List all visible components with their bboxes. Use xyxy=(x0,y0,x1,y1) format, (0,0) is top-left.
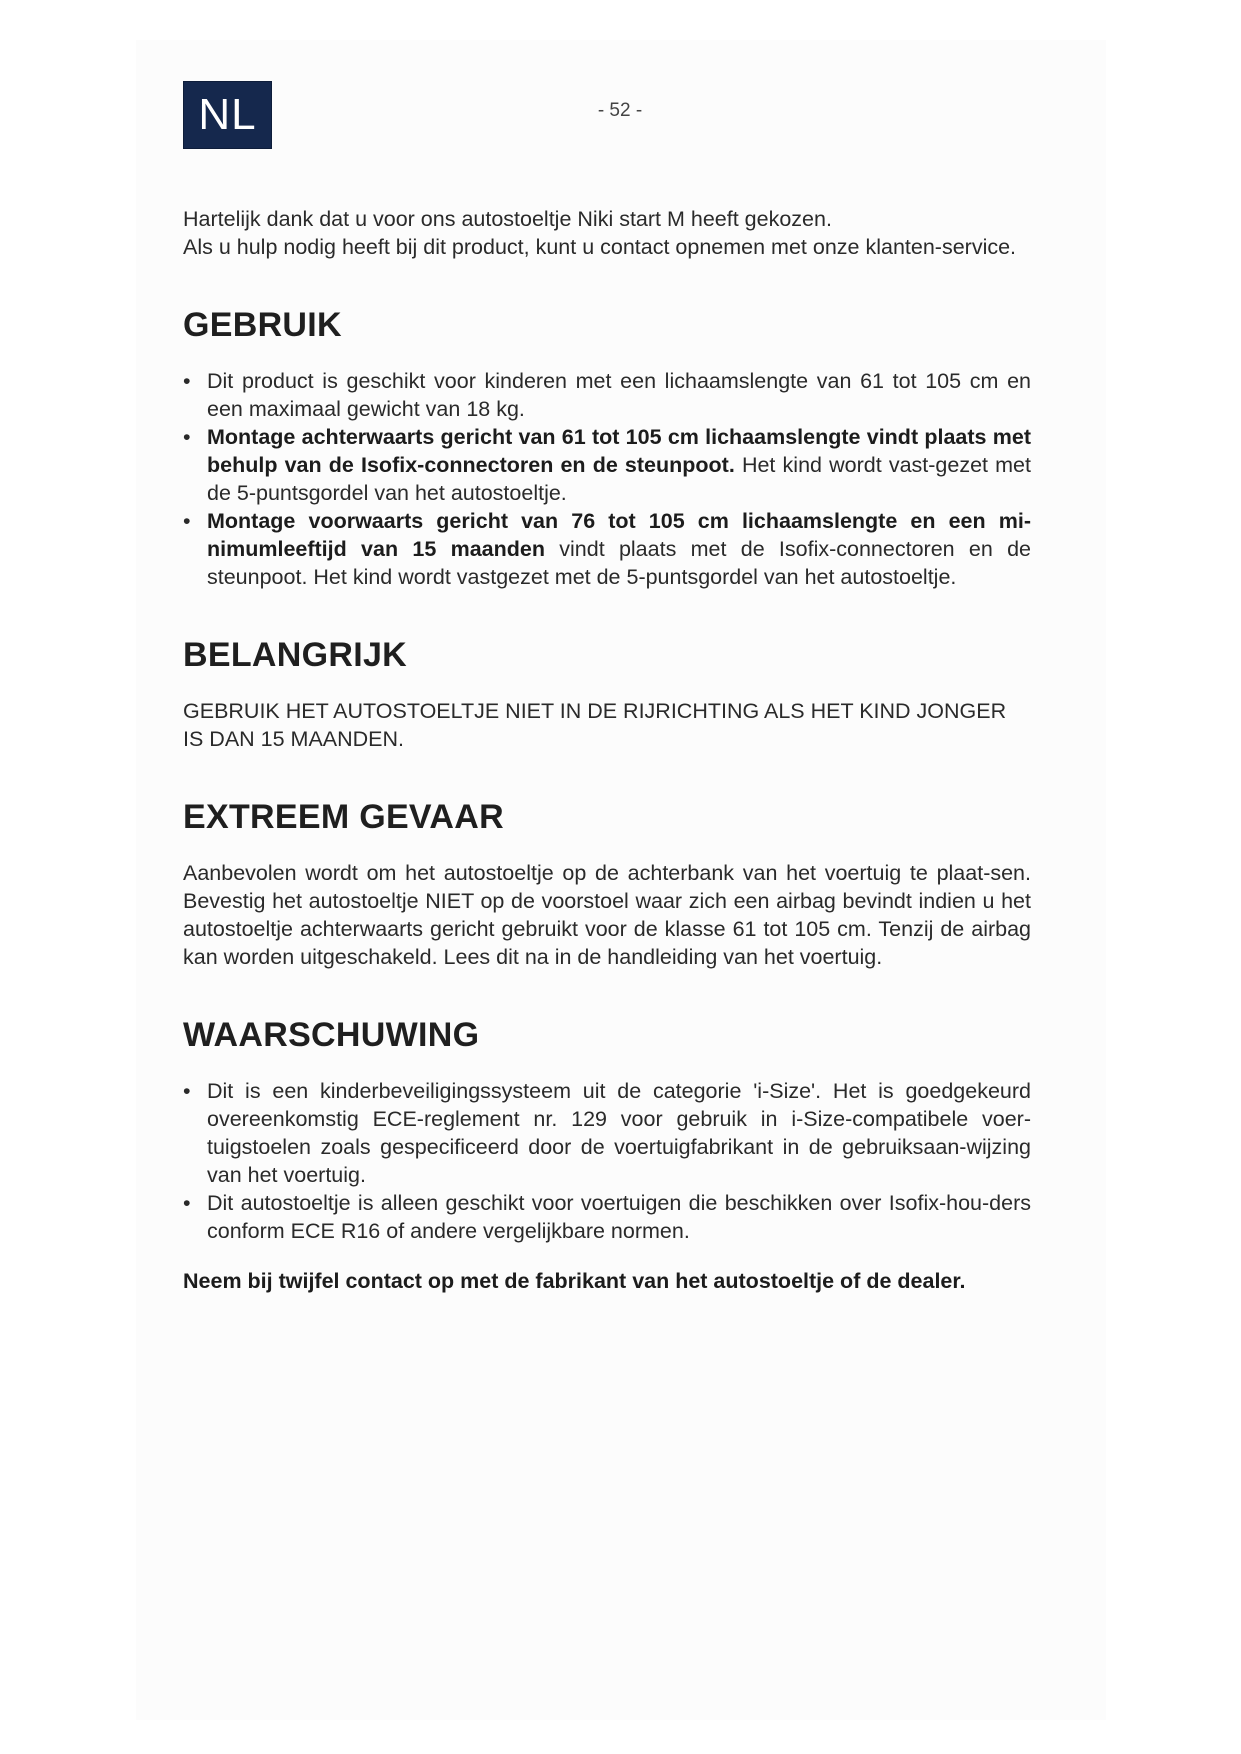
page-number: - 52 - xyxy=(597,100,643,121)
belangrijk-section xyxy=(183,635,1031,753)
list-item: • Montage achterwaarts gericht van 61 tot 105 cm lichaamslengte vindt plaats met behulp van de Isofix-connectoren en de steunpoot. Het kind wordt vast-gezet met de 5-puntsgordel van het autostoeltje. xyxy=(183,425,1031,505)
belangrijk-text: GEBRUIK HET AUTOSTOELTJE NIET IN DE RIJRICHTING ALS HET KIND JONGER IS DAN 15 MAANDEN. xyxy=(183,699,1007,751)
extreem-gevaar-section xyxy=(183,797,1031,971)
extreem-gevaar-heading: EXTREEM GEVAAR xyxy=(183,798,504,836)
intro-line-2: Als u hulp nodig heeft bij dit product, kunt u contact opnemen met onze klanten-service. xyxy=(183,235,1017,259)
list-item: • Montage voorwaarts gericht van 76 tot 105 cm lichaamslengte en een mi-nimumleeftijd van 15 maanden vindt plaats met de Isofix-connectoren en de steunpoot. Het kind wordt vastgezet met de 5-puntsgordel van het autostoeltje. xyxy=(183,509,1032,589)
gebruik-heading: GEBRUIK xyxy=(183,306,342,344)
bullet-icon: • xyxy=(183,425,191,449)
intro-section xyxy=(183,205,1031,261)
intro-line-1: Hartelijk dank dat u voor ons autostoeltje Niki start M heeft gekozen. xyxy=(183,207,832,231)
document-body xyxy=(183,205,1031,1295)
list-item: • Dit product is geschikt voor kinderen met een lichaamslengte van 61 tot 105 cm en een maximaal gewicht van 18 kg. xyxy=(183,369,1031,421)
belangrijk-heading: BELANGRIJK xyxy=(183,636,408,674)
bullet-icon: • xyxy=(183,1079,191,1103)
list-item: • Dit is een kinderbeveiligingssysteem uit de categorie 'i-Size'. Het is goedgekeurd overeenkomstig ECE-reglement nr. 129 voor gebruik in i-Size-compatibele voer-tuigstoelen zoals gespecificeerd door de voertuigfabrikant in de gebruiksaan-wijzing van het voertuig. xyxy=(183,1079,1031,1187)
waarschuwing-heading: WAARSCHUWING xyxy=(183,1016,480,1054)
closing-note: Neem bij twijfel contact op met de fabrikant van het autostoeltje of de dealer. xyxy=(183,1269,966,1293)
language-badge: NL xyxy=(184,82,271,148)
waarschuwing-list xyxy=(183,1077,1031,1245)
bullet-icon: • xyxy=(183,369,191,393)
gebruik-section xyxy=(183,305,1031,591)
waarschuwing-section xyxy=(183,1015,1031,1295)
list-item: • Dit autostoeltje is alleen geschikt voor voertuigen die beschikken over Isofix-hou-ders conform ECE R16 of andere vergelijkbare normen. xyxy=(183,1191,1031,1243)
bullet-icon: • xyxy=(183,509,191,533)
bullet-icon: • xyxy=(183,1191,191,1215)
gebruik-list xyxy=(183,367,1031,591)
extreem-gevaar-text: Aanbevolen wordt om het autostoeltje op de achterbank van het voertuig te plaat-sen. Bevestig het autostoeltje NIET op de voorstoel waar zich een airbag bevindt indien u het autostoeltje achterwaarts gericht gebruikt voor de klasse 61 tot 105 cm. Tenzij de airbag kan worden uitgeschakeld. Lees dit na in de handleiding van het voertuig. xyxy=(183,861,1031,969)
